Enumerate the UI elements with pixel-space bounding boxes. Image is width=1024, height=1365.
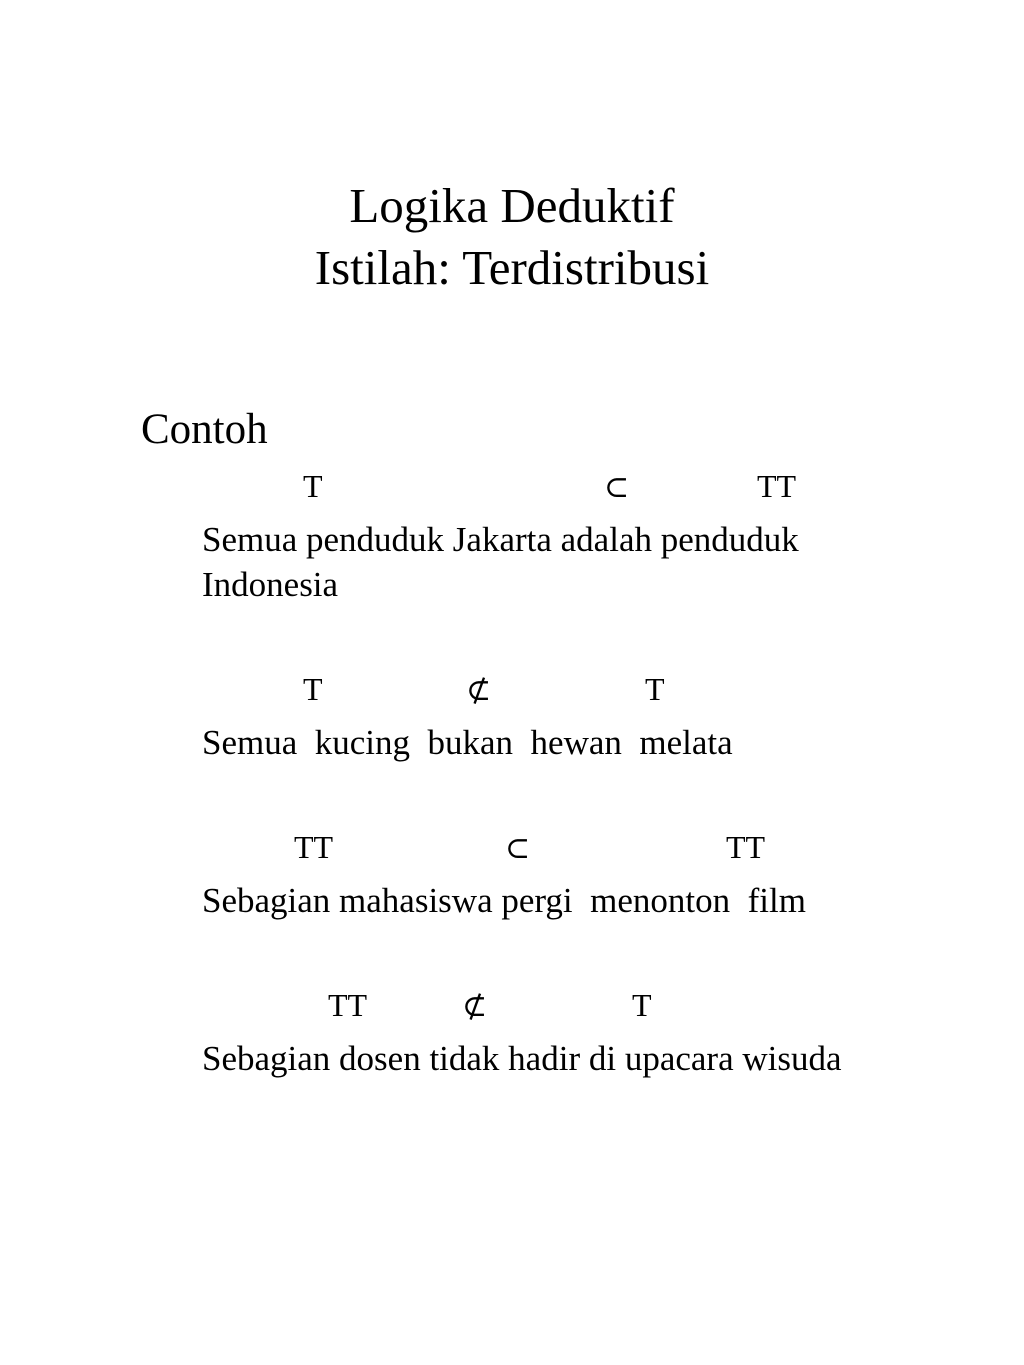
- subject-distribution-mark: T: [303, 468, 323, 504]
- predicate-distribution-mark: T: [632, 987, 652, 1023]
- subject-distribution-mark: T: [303, 671, 323, 707]
- example-sentence-line: Semua kucing bukan hewan melata: [202, 723, 733, 762]
- not-subset-symbol: ⊄: [466, 673, 492, 708]
- subject-distribution-mark: TT: [328, 987, 368, 1023]
- predicate-distribution-mark: T: [645, 671, 665, 707]
- predicate-distribution-mark: TT: [757, 468, 797, 504]
- example-sentence-line: Indonesia: [202, 565, 339, 604]
- example-sentence-line: Semua penduduk Jakarta adalah penduduk: [202, 520, 799, 559]
- example-sentence-line: Sebagian mahasiswa pergi menonton film: [202, 881, 806, 920]
- slide-title: Logika Deduktif: [349, 178, 675, 233]
- subset-symbol: ⊂: [604, 470, 630, 505]
- not-subset-symbol: ⊄: [462, 989, 488, 1024]
- slide-subtitle: Istilah: Terdistribusi: [314, 240, 710, 295]
- subset-symbol: ⊂: [505, 831, 531, 866]
- example-sentence-line: Sebagian dosen tidak hadir di upacara wisuda: [202, 1039, 842, 1078]
- predicate-distribution-mark: TT: [726, 829, 766, 865]
- subject-distribution-mark: TT: [294, 829, 334, 865]
- section-heading: Contoh: [141, 406, 268, 453]
